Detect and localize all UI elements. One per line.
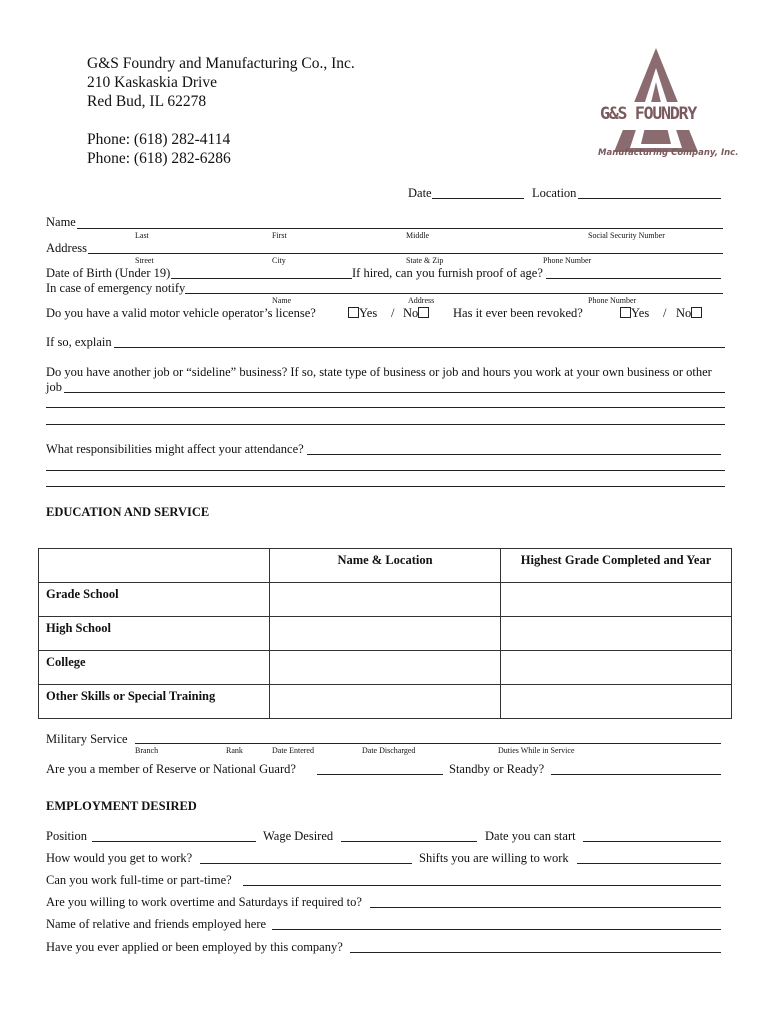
attendance-field-1[interactable] [307,454,721,455]
shifts-field[interactable] [577,863,721,864]
license-yes-option[interactable] [348,306,377,321]
emergency-label: In case of emergency notify [46,281,186,295]
applied-before-field[interactable] [350,952,721,953]
start-date-label: Date you can start [485,829,576,843]
company-phone-2: Phone: (618) 282-6286 [87,150,231,167]
full-part-field[interactable] [243,885,721,886]
revoked-question: Has it ever been revoked? [453,306,583,320]
location-field[interactable] [578,198,721,199]
company-name: G&S Foundry and Manufacturing Co., Inc. [87,55,355,72]
wage-field[interactable] [341,841,477,842]
applied-before-label: Have you ever applied or been employed by this company? [46,940,343,954]
revoked-yes-option[interactable] [620,306,649,321]
full-part-label: Can you work full-time or part-time? [46,873,232,887]
date-field[interactable] [432,198,524,199]
education-table [38,548,732,719]
education-row-label: High School [39,617,270,651]
education-cell[interactable] [270,685,501,719]
relatives-label: Name of relative and friends employed here [46,917,267,931]
sideline-field-1[interactable] [64,392,725,393]
attendance-question: What responsibilities might affect your attendance? [46,442,304,456]
reserve-field[interactable] [317,774,443,775]
education-header-row [39,549,732,583]
dob-field[interactable] [171,278,352,279]
name-sub-middle: Middle [406,231,430,240]
overtime-field[interactable] [370,907,721,908]
emergency-sub-address: Address [408,296,435,305]
name-sub-first: First [272,231,287,240]
emergency-sub-phone: Phone Number [588,296,637,305]
dob-label: Date of Birth (Under 19) [46,266,171,280]
location-label: Location [532,186,577,200]
sideline-field-2[interactable] [46,407,725,408]
attendance-field-2[interactable] [46,470,725,471]
table-row [39,583,732,617]
military-sub-duties: Duties While in Service [498,746,575,755]
education-cell[interactable] [270,583,501,617]
education-row-label: College [39,651,270,685]
relatives-field[interactable] [272,929,721,930]
address-sub-street: Street [135,256,154,265]
attendance-field-3[interactable] [46,486,725,487]
date-label: Date [408,186,432,200]
revoked-no-label: No [676,306,692,320]
education-row-label: Grade School [39,583,270,617]
name-field[interactable] [77,228,723,229]
military-label: Military Service [46,732,128,746]
company-phone-1: Phone: (618) 282-4114 [87,131,231,148]
table-row [39,685,732,719]
license-no-option[interactable] [403,306,429,321]
address-label: Address [46,241,87,255]
standby-question: Standby or Ready? [449,762,545,776]
shifts-label: Shifts you are willing to work [419,851,569,865]
get-to-work-label: How would you get to work? [46,851,193,865]
proof-age-label: If hired, can you furnish proof of age? [352,266,543,280]
wage-label: Wage Desired [263,829,334,843]
standby-field[interactable] [551,774,721,775]
company-street: 210 Kaskaskia Drive [87,74,217,91]
sideline-question-cont: job [46,380,62,394]
triangle-logo-icon [596,44,724,162]
address-sub-state-zip: State & Zip [406,256,444,265]
company-logo [596,44,739,162]
education-cell[interactable] [501,685,732,719]
get-to-work-field[interactable] [200,863,412,864]
position-field[interactable] [92,841,256,842]
education-cell[interactable] [501,651,732,685]
military-sub-branch: Branch [135,746,159,755]
sideline-question: Do you have another job or “sideline” business? If so, state type of business or job and hours you work at your own business or other [46,365,712,379]
revoked-no-option[interactable] [676,306,702,321]
start-date-field[interactable] [583,841,721,842]
military-sub-entered: Date Entered [272,746,314,755]
logo-subtitle: Manufacturing Company, Inc. [598,148,739,158]
license-question: Do you have a valid motor vehicle operator’s license? [46,306,316,320]
table-row [39,617,732,651]
position-label: Position [46,829,87,843]
military-field[interactable] [135,743,721,744]
military-sub-rank: Rank [226,746,243,755]
education-cell[interactable] [501,583,732,617]
address-sub-phone: Phone Number [543,256,592,265]
education-header-blank [39,549,270,583]
revoked-yes-label: Yes [631,306,650,320]
proof-age-field[interactable] [546,278,721,279]
name-sub-last: Last [135,231,149,240]
checkbox-icon[interactable] [348,307,359,318]
military-sub-discharged: Date Discharged [362,746,416,755]
sideline-field-3[interactable] [46,424,725,425]
employment-title: EMPLOYMENT DESIRED [46,799,197,813]
revoked-separator: / [663,306,667,320]
emergency-sub-name: Name [272,296,292,305]
table-row [39,651,732,685]
education-cell[interactable] [501,617,732,651]
reserve-question: Are you a member of Reserve or National Guard? [46,762,296,776]
education-header-name-location: Name & Location [270,549,501,583]
overtime-label: Are you willing to work overtime and Saturdays if required to? [46,895,362,909]
education-row-label: Other Skills or Special Training [39,685,270,719]
license-yes-label: Yes [359,306,378,320]
checkbox-icon[interactable] [620,307,631,318]
logo-title: G&S FOUNDRY [600,104,697,123]
name-sub-ssn: Social Security Number [588,231,665,240]
address-sub-city: City [272,256,286,265]
explain-field[interactable] [114,347,725,348]
education-cell[interactable] [270,617,501,651]
education-cell[interactable] [270,651,501,685]
license-no-label: No [403,306,419,320]
emergency-field[interactable] [185,293,723,294]
education-header-grade: Highest Grade Completed and Year [501,549,732,583]
checkbox-icon[interactable] [418,307,429,318]
explain-label: If so, explain [46,335,112,349]
name-label: Name [46,215,76,229]
license-separator: / [391,306,395,320]
education-title: EDUCATION AND SERVICE [46,505,210,519]
company-city: Red Bud, IL 62278 [87,93,207,110]
address-field[interactable] [88,253,723,254]
checkbox-icon[interactable] [691,307,702,318]
